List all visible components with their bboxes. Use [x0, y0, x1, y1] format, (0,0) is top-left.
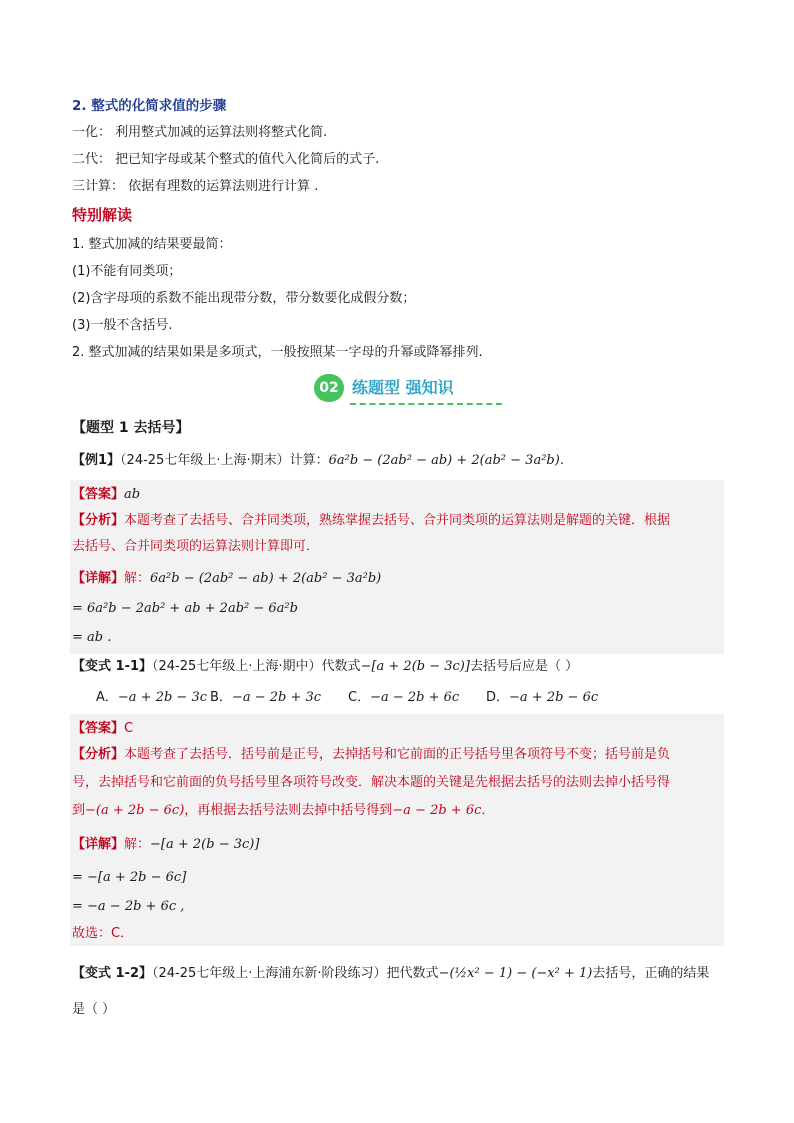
detail-prefix: 解：: [124, 837, 151, 852]
detail-step: = 6a²b − 2ab² + ab + 2ab² − 6a²b: [72, 601, 298, 616]
analysis-text-line: [72, 798, 722, 823]
option-d[interactable]: [486, 688, 598, 708]
section-number-badge: 02: [314, 374, 344, 402]
analysis-text: 本题考查了去括号．括号前是正号，去掉括号和它前面的正号括号里各项符号不变；括号前是负: [124, 747, 671, 762]
answer-row: [72, 716, 722, 741]
analysis-expression: −(a + 2b − 6c): [85, 803, 185, 818]
analysis-text: 本题考查了去括号、合并同类项，熟练掌握去括号、合并同类项的运算法则是解题的关键．根据: [124, 513, 671, 528]
solution-block: [70, 714, 724, 946]
variant-question: [72, 964, 709, 984]
option-letter: D．: [486, 690, 510, 705]
option-letter: A．: [96, 690, 118, 705]
option-expression: −a + 2b − 3c: [117, 690, 208, 705]
detail-label: 【详解】: [72, 571, 125, 586]
analysis-text: ，再根据去括号法则去掉中括号得到: [184, 803, 393, 818]
variant-tail: 去括号，正确的结果: [592, 966, 710, 981]
variant-source: （24-25七年级上·上海·期中）代数式: [152, 659, 361, 674]
option-a[interactable]: [96, 688, 207, 708]
detail-label: 【详解】: [72, 837, 125, 852]
special-line: 1. 整式加减的结果要最简：: [72, 237, 232, 252]
special-line: (1)不能有同类项；: [72, 264, 182, 279]
step-simplify: 一化： 利用整式加减的运算法则将整式化简.: [72, 125, 328, 140]
example-source: （24-25七年级上·上海·期末）计算：: [120, 453, 329, 468]
solution-block: [70, 480, 724, 654]
step-substitute: 二代： 把已知字母或某个整式的值代入化简后的式子.: [72, 152, 380, 167]
section-title: 2. 整式的化简求值的步骤: [72, 98, 227, 114]
variant-source: （24-25七年级上·上海浦东新·阶段练习）把代数式: [152, 966, 439, 981]
option-expression: −a − 2b + 6c: [370, 690, 460, 705]
example-question: [72, 451, 564, 471]
analysis-label: 【分析】: [72, 747, 125, 762]
answer-label: 【答案】: [72, 721, 125, 736]
banner-underline: [350, 403, 502, 405]
banner-title: 练题型 强知识: [352, 378, 454, 397]
option-b[interactable]: [210, 688, 321, 708]
analysis-text: 号，去掉括号和它前面的负号括号里各项符号改变．解决本题的关键是先根据去括号的法则去掉小括号得: [72, 775, 671, 790]
analysis-text: ．: [481, 803, 495, 818]
answer-row: [72, 482, 722, 507]
variant-expression: −[a + 2(b − 3c)]: [360, 659, 470, 674]
option-letter: C．: [348, 690, 371, 705]
analysis-label: 【分析】: [72, 513, 125, 528]
special-line: (2)含字母项的系数不能出现带分数，带分数要化成假分数；: [72, 291, 416, 306]
step-calculate: 三计算： 依据有理数的运算法则进行计算 .: [72, 179, 319, 194]
variant-expression: −(½x² − 1) − (−x² + 1): [438, 966, 593, 981]
option-letter: B．: [210, 690, 232, 705]
detail-row: [72, 566, 722, 591]
example-end: .: [559, 453, 564, 468]
analysis-text: 到: [72, 803, 86, 818]
analysis-row: [72, 508, 722, 533]
example-label: 【例1】: [72, 453, 121, 468]
detail-step: = ab .: [72, 630, 112, 645]
detail-expression: 6a²b − (2ab² − ab) + 2(ab² − 3a²b): [150, 571, 382, 586]
answer-label: 【答案】: [72, 487, 125, 502]
special-title: 特别解读: [72, 206, 133, 224]
analysis-row: [72, 742, 722, 767]
detail-prefix: 解：: [124, 571, 151, 586]
analysis-expression: −a − 2b + 6c: [392, 803, 482, 818]
variant-label: 【变式 1-1】: [72, 659, 153, 674]
special-line: 2. 整式加减的结果如果是多项式，一般按照某一字母的升幂或降幂排列.: [72, 345, 483, 360]
answer-value: C: [124, 721, 134, 736]
variant-tail: 去括号后应是（ ）: [469, 659, 579, 674]
example-expression: 6a²b − (2ab² − ab) + 2(ab² − 3a²b): [328, 453, 560, 468]
option-c[interactable]: [348, 688, 459, 708]
detail-conclusion: 故选：C．: [72, 926, 134, 941]
option-expression: −a + 2b − 6c: [509, 690, 599, 705]
detail-step: = −a − 2b + 6c ,: [72, 899, 185, 914]
type-title: 【题型 1 去括号】: [72, 420, 190, 436]
variant-label: 【变式 1-2】: [72, 966, 153, 981]
analysis-text: 去括号、合并同类项的运算法则计算即可．: [72, 539, 320, 554]
answer-value: ab: [124, 487, 141, 502]
variant-question-cont: 是（ ）: [72, 1002, 116, 1017]
detail-row: [72, 832, 722, 857]
special-line: (3)一般不含括号.: [72, 318, 173, 333]
option-expression: −a − 2b + 3c: [231, 690, 322, 705]
variant-question: [72, 657, 578, 677]
detail-expression: −[a + 2(b − 3c)]: [150, 837, 260, 852]
detail-step: = −[a + 2b − 6c]: [72, 870, 187, 885]
